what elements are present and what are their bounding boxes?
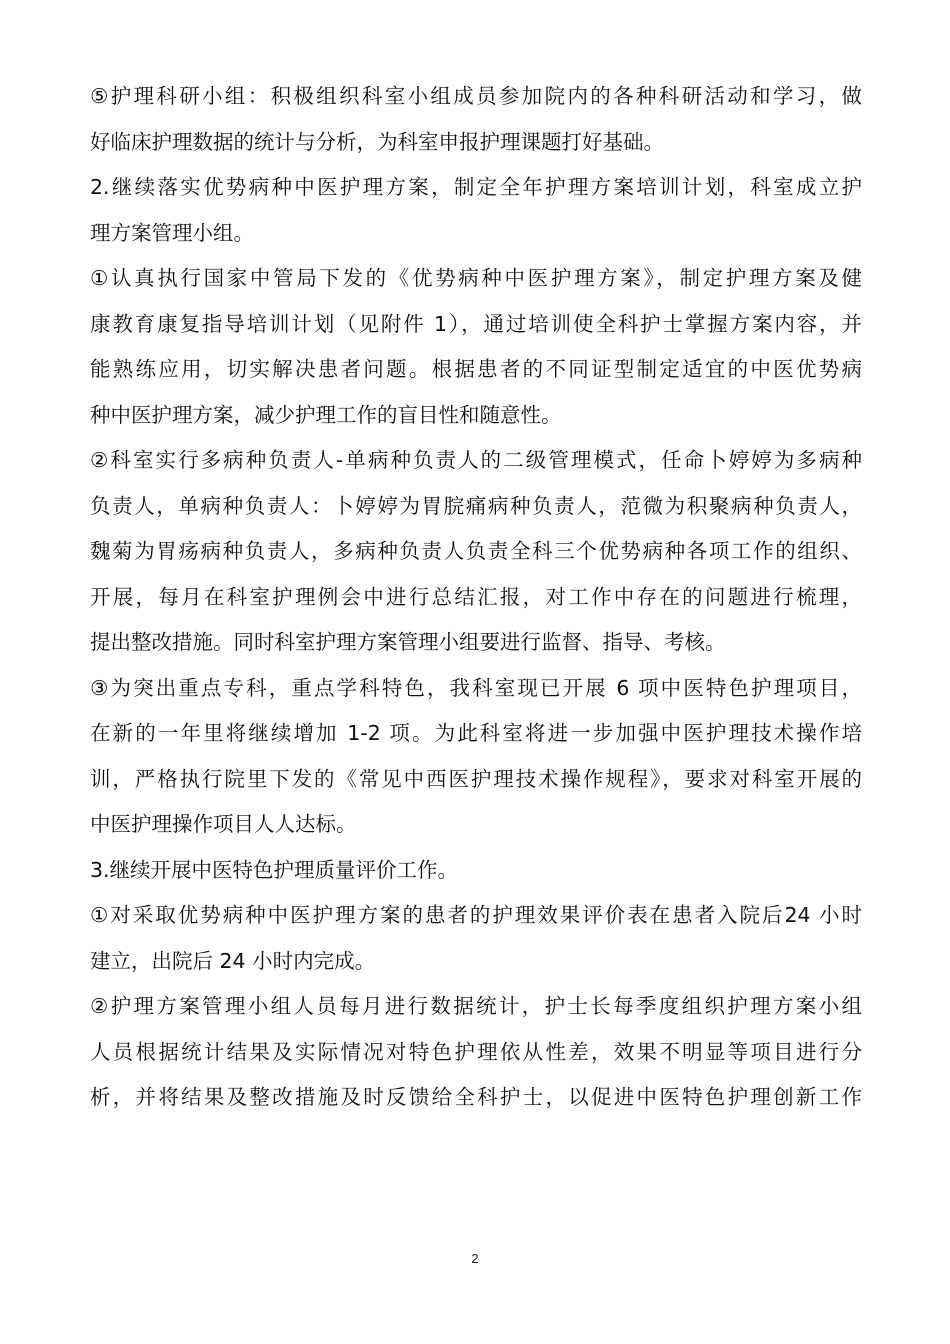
- text-line: 魏菊为胃疡病种负责人，多病种负责人负责全科三个优势病种各项工作的组织、: [90, 539, 862, 563]
- text-line: 能熟练应用，切实解决患者问题。根据患者的不同证型制定适宜的中医优势病: [90, 357, 862, 381]
- text-line: ②护理方案管理小组人员每月进行数据统计，护士长每季度组织护理方案小组: [90, 994, 862, 1018]
- text-line: 种中医护理方案，减少护理工作的盲目性和随意性。: [90, 402, 562, 427]
- text-line: 中医护理操作项目人人达标。: [90, 812, 357, 836]
- text-line: 负责人，单病种负责人：卜婷婷为胃脘痛病种负责人，范微为积聚病种负责人，: [90, 493, 862, 518]
- text-line: 建立，出院后 24 小时内完成。: [90, 948, 376, 973]
- text-line: ②科室实行多病种负责人-单病种负责人的二级管理模式，任命卜婷婷为多病种: [90, 448, 862, 472]
- text-line: 提出整改措施。同时科室护理方案管理小组要进行监督、指导、考核。: [90, 630, 726, 654]
- section-heading-line: 2.继续落实优势病种中医护理方案，制定全年护理方案培训计划，科室成立护: [90, 175, 862, 199]
- page-number: 2: [471, 1251, 479, 1266]
- text-line: 在新的一年里将继续增加 1-2 项。为此科室将进一步加强中医护理技术操作培: [90, 721, 862, 745]
- text-line: ①对采取优势病种中医护理方案的患者的护理效果评价表在患者入院后24 小时: [90, 903, 862, 927]
- text-line: ⑤护理科研小组：积极组织科室小组成员参加院内的各种科研活动和学习，做: [90, 84, 862, 108]
- section-heading-line: 理方案管理小组。: [90, 220, 254, 245]
- text-line: ①认真执行国家中管局下发的《优势病种中医护理方案》，制定护理方案及健: [90, 266, 862, 290]
- text-line: 好临床护理数据的统计与分析，为科室申报护理课题打好基础。: [90, 129, 664, 154]
- section-heading-line: 3.继续开展中医特色护理质量评价工作。: [90, 857, 459, 882]
- text-line: 析，并将结果及整改措施及时反馈给全科护士，以促进中医特色护理创新工作: [90, 1085, 862, 1109]
- text-line: 康教育康复指导培训计划（见附件 1），通过培训使全科护士掌握方案内容，并: [90, 311, 862, 336]
- text-line: 训，严格执行院里下发的《常见中西医护理技术操作规程》，要求对科室开展的: [90, 766, 862, 791]
- document-body: [90, 74, 862, 1121]
- text-line: ③为突出重点专科，重点学科特色，我科室现已开展 6 项中医特色护理项目，: [90, 675, 862, 700]
- text-line: 人员根据统计结果及实际情况对特色护理依从性差，效果不明显等项目进行分: [90, 1039, 862, 1064]
- text-line: 开展，每月在科室护理例会中进行总结汇报，对工作中存在的问题进行梳理，: [90, 584, 862, 609]
